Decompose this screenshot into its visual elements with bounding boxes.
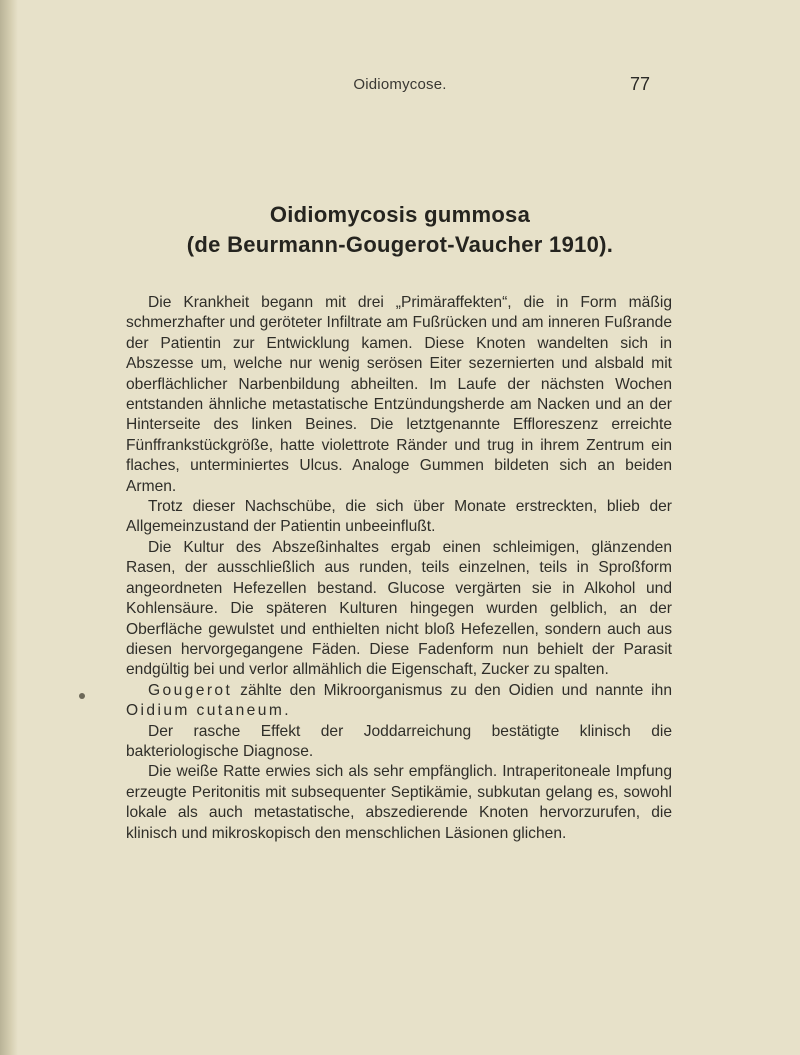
paragraph: Die Krankheit begann mit drei „Primäraffekten“, die in Form mäßig schmerzhafter und geröteter Infiltrate am Fußrücken und am inneren Fußrande der Patientin zur Entwicklung kamen. Diese Knoten wandelten sich in Abszesse um, welche nur wenig serösen Eiter sezernierten und alsbald mit oberflächlicher Narbenbildung abheilten. Im Laufe der nächsten Wochen entstanden ähnliche metastatische Entzündungsherde am Nacken und an der Hinterseite des linken Beines. Die letztgenannte Effloreszenz erreichte Fünffrankstückgröße, hatte violettrote Ränder und trug in ihrem Zentrum ein flaches, unterminiertes Ulcus. Analoge Gummen bildeten sich an beiden Armen. xyxy=(126,294,672,495)
paragraph: Trotz dieser Nachschübe, die sich über Monate erstreckten, blieb der Allgemeinzustand der Patientin unbeeinflußt. xyxy=(126,498,672,536)
page-edge-shadow xyxy=(0,0,18,1055)
paragraph-text-end: . xyxy=(284,702,289,720)
heading-title: Oidiomycosis gummosa xyxy=(269,202,531,227)
running-head xyxy=(0,76,800,100)
running-title: Oidiomycose. xyxy=(353,76,447,93)
paragraph-text: zählte den Mikroorganismus zu den Oidien und nannte ihn xyxy=(232,681,672,699)
page-number: 77 xyxy=(629,74,650,94)
species-name: Oidium cutaneum xyxy=(126,702,285,720)
section-heading xyxy=(0,200,800,260)
paragraph: Die Kultur des Abszeßinhaltes ergab einen schleimigen, glänzenden Rasen, der ausschließlich aus runden, teils einzelnen, teils in Sproßform angeordneten Hefezellen bestand. Glucose vergärten sie in Alkohol und Kohlensäure. Die späteren Kulturen hingegen wurden gelblich, an der Oberfläche gewulstet und enthielten nicht bloß Hefezellen, sondern auch aus diesen hervorgegangene Fäden. Diese Fadenform nun behielt der Parasit endgültig bei und verlor allmählich die Eigenschaft, Zucker zu spalten. xyxy=(126,538,672,679)
paragraph: Die weiße Ratte erwies sich als sehr empfänglich. Intraperitoneale Impfung erzeugte Peritonitis mit subsequenter Septikämie, subkutan gelang es, sowohl lokale als auch metastatische, abszedierende Knoten hervorzurufen, die klinisch und mikroskopisch den menschlichen Läsionen glichen. xyxy=(126,763,672,842)
heading-subtitle: (de Beurmann-Gougerot-Vaucher 1910). xyxy=(186,232,614,257)
paragraph: Der rasche Effekt der Joddarreichung bestätigte klinisch die bakteriologische Diagnose. xyxy=(126,722,672,760)
author-name: Gougerot xyxy=(148,681,233,699)
paragraph xyxy=(126,681,672,722)
ink-speck xyxy=(79,693,85,699)
body-text xyxy=(126,293,672,844)
